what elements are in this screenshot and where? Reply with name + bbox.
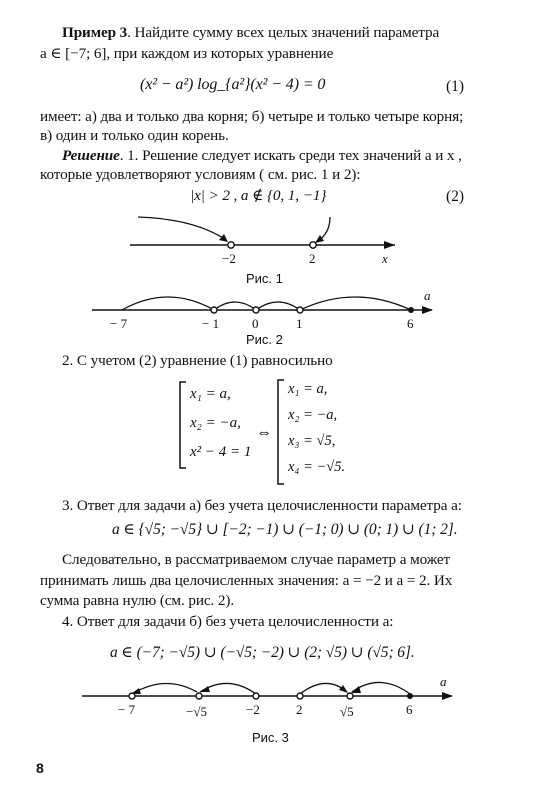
fig1-point-2 (310, 242, 316, 248)
step3-conclusion-3: сумма равна нулю (см. рис. 2). (40, 592, 235, 609)
figure-1-number-line (0, 205, 534, 275)
fig2-arc-3 (256, 302, 300, 310)
fig2-arc-1 (122, 297, 214, 310)
left-system (190, 380, 251, 467)
step4-formula: a ∈ (−7; −√5) ∪ (−√5; −2) ∪ (2; √5) ∪ (√5; 6]. (110, 644, 415, 661)
left-system-bracket (180, 382, 186, 468)
fig2-arc-4 (300, 297, 411, 310)
step3-conclusion-1: Следовательно, в рассматриваемом случае параметр a может (62, 551, 451, 568)
solution-label: Решение (62, 147, 120, 164)
right-system-eq-1: x₁ = a, (288, 381, 328, 397)
fig3-arc-1 (132, 683, 197, 694)
fig1-tick-2: 2 (309, 251, 316, 266)
fig2-tick-minus1: − 1 (202, 316, 220, 331)
fig3-tick-6: 6 (406, 702, 413, 717)
right-system-eq-3: x₃ = √5, (288, 433, 336, 449)
solution-line-1 (62, 147, 462, 165)
fig3-point-6 (407, 693, 413, 699)
solution-line-1-rest: . 1. Решение следует искать среди тех значений a и x , (119, 147, 462, 164)
equivalence-sign: ⇔ (256, 424, 272, 441)
fig3-tick-minus7: − 7 (118, 702, 136, 717)
left-system-eq-3: x² − 4 = 1 (190, 444, 252, 460)
problem-line-2: a ∈ [−7; 6], при каждом из которых уравнение (40, 45, 334, 62)
equation-1: (x² − a²) log_{a²}(x² − 4) = 0 (140, 76, 326, 93)
fig1-point-minus2 (228, 242, 234, 248)
fig3-tick-2: 2 (296, 702, 303, 717)
fig3-point-minus7 (129, 693, 135, 699)
fig3-axis-label: a (440, 674, 447, 689)
fig1-arrowhead-left (219, 234, 228, 242)
right-system-eq-2: x₂ = −a, (288, 407, 338, 423)
fig3-arrowhead-3 (339, 685, 348, 693)
fig2-axis-arrow (422, 306, 433, 314)
step4-text: 4. Ответ для задачи б) без учета целочисленности a: (62, 613, 394, 630)
problem-line-1-rest: . Найдите сумму всех целых значений параметра (127, 24, 440, 41)
fig3-point-minus-sqrt5 (196, 693, 202, 699)
fig2-arc-2 (214, 302, 256, 310)
fig3-caption: Рис. 3 (252, 730, 289, 745)
problem-line-4: имеет: а) два и только два корня; б) четыре и только четыре корня; (40, 108, 464, 125)
fig2-tick-6: 6 (407, 316, 414, 331)
fig2-caption: Рис. 2 (246, 332, 283, 347)
fig3-point-minus2 (253, 693, 259, 699)
fig1-axis-label: x (382, 251, 388, 266)
problem-line-1 (62, 24, 439, 42)
fig1-axis-arrow (384, 241, 395, 249)
fig3-arc-3 (300, 683, 347, 694)
conditions-2-number: (2) (446, 188, 465, 205)
fig2-point-6 (408, 307, 414, 313)
problem-line-5: в) один и только один корень. (40, 127, 229, 144)
fig1-arc-left (138, 217, 226, 240)
step2-text: 2. С учетом (2) уравнение (1) равносильно (62, 352, 333, 369)
right-system-eq-4: x₄ = −√5. (288, 459, 346, 475)
right-system-bracket (278, 380, 284, 484)
fig2-axis-label: a (424, 288, 431, 303)
left-system-eq-2: x₂ = −a, (190, 415, 241, 431)
equation-1-number: (1) (446, 78, 465, 95)
fig3-axis-arrow (442, 692, 453, 700)
fig3-tick-sqrt5: √5 (340, 704, 354, 719)
fig2-point-0 (253, 307, 259, 313)
solution-line-2: которые удовлетворяют условиям ( см. рис. 1 и 2): (40, 166, 361, 183)
page-number: 8 (36, 760, 44, 776)
fig2-tick-minus7: − 7 (110, 316, 128, 331)
step3-conclusion-2: принимать лишь два целочисленных значения: a = −2 и a = 2. Их (40, 572, 453, 589)
fig2-tick-0: 0 (252, 316, 259, 331)
fig3-tick-minus2: −2 (246, 702, 260, 717)
fig3-point-sqrt5 (347, 693, 353, 699)
fig1-caption: Рис. 1 (246, 271, 283, 286)
fig3-tick-minus-sqrt5: −√5 (186, 704, 207, 719)
fig1-tick-minus2: −2 (222, 251, 236, 266)
figure-3-number-line (0, 668, 534, 730)
fig3-point-2 (297, 693, 303, 699)
step3-formula: a ∈ {√5; −√5} ∪ [−2; −1) ∪ (−1; 0) ∪ (0; 1) ∪ (1; 2]. (112, 521, 458, 538)
fig2-point-minus1 (211, 307, 217, 313)
problem-heading: Пример 3 (62, 24, 128, 41)
fig2-tick-1: 1 (296, 316, 303, 331)
right-system (288, 376, 345, 480)
conditions-2: |x| > 2 , a ∉ {0, 1, −1} (190, 187, 327, 204)
fig2-point-1 (297, 307, 303, 313)
step3-text: 3. Ответ для задачи а) без учета целочисленности параметра a: (62, 497, 462, 514)
left-system-eq-1: x₁ = a, (190, 386, 231, 402)
